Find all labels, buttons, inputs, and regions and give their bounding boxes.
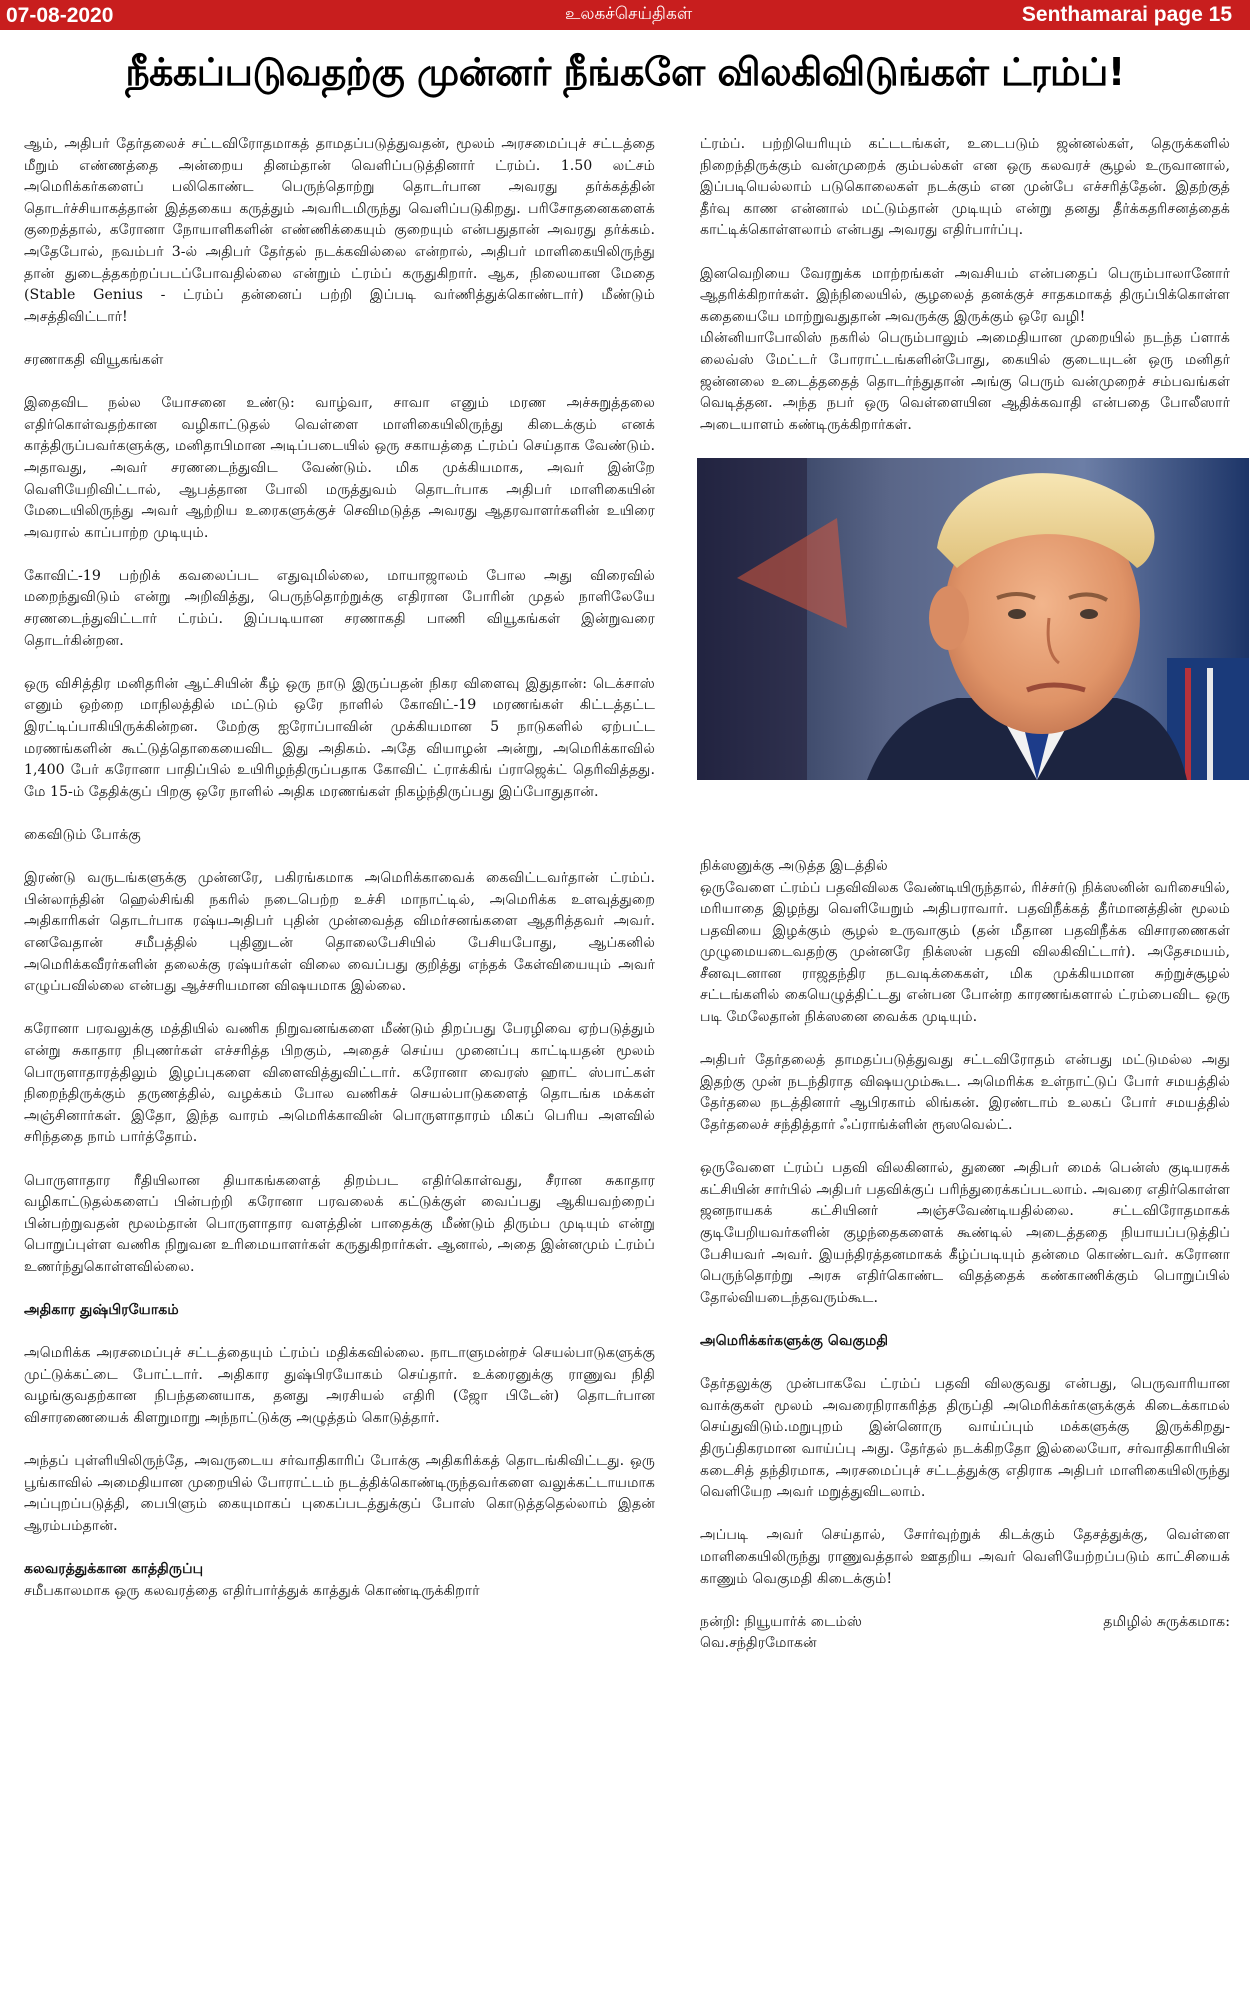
left-paragraph-7: பொருளாதார ரீதியிலான தியாகங்களைத் திறம்பட எதிர்கொள்வது, சீரான சுகாதார வழிகாட்டுதல்களைப் பின்பற்றி கரோனா பரவலைக் கட்டுக்குள் வைப்பது ஆகியவற்றைப் பின்பற்றுவதன் மூலம்தான் பொருளாதார வளத்தின் பாதைக்கு மீண்டும் திரும்ப முடியும் என்று பொறுப்புள்ள வணிக நிறுவன உரிமையாளர்கள் கருதுகிறார்கள். ஆனால், அதை இன்னமும் ட்ரம்ப் உணர்ந்துகொள்ளவில்லை. [24, 1172, 655, 1275]
right-column [700, 134, 1230, 1655]
right-paragraph-2a: இனவெறியை வேரறுக்க மாற்றங்கள் அவசியம் என்பதைப் பெரும்பாலானோர் ஆதரிக்கிறார்கள். இந்நிலையில், சூழலைத் தனக்குச் சாதகமாகத் திருப்பிக்கொள்ள கதையையே மாற்றுவதுதான் அவருக்கு இருக்கும் ஒரே வழி! [700, 265, 1230, 325]
article-headline: நீக்கப்படுவதற்கு முன்னர் நீங்களே விலகிவிடுங்கள் ட்ரம்ப்! [125, 50, 1125, 94]
left-paragraph-9: அந்தப் புள்ளியிலிருந்தே, அவருடைய சர்வாதிகாரிப் போக்கு அதிகரிக்கத் தொடங்கிவிட்டது. ஒரு பூங்காவில் அமைதியான முறையில் போராட்டம் நடத்திக்கொண்டிருந்தவர்களை வலுக்கட்டாயமாக அப்புறப்படுத்தி, பைபிளும் கையுமாகப் புகைப்படத்துக்குப் போஸ் கொடுத்ததெல்லாம் இதன் ஆரம்பம்தான். [24, 1453, 655, 1534]
subhead-surrender-strategies: சரணாகதி வியூகங்கள் [24, 351, 164, 368]
credit-translation-label: தமிழில் சுருக்கமாக: [1103, 1613, 1230, 1630]
right-paragraph-7: அப்படி அவர் செய்தால், சோர்வுற்றுக் கிடக்கும் தேசத்துக்கு, வெள்ளை மாளிகையிலிருந்து ராணுவத்தால் ஊதறிய அவர் வெளியேற்றப்படும் காட்சியைக் காணும் வெகுமதி கிடைக்கும்! [700, 1527, 1230, 1587]
subhead-reward-for-americans: அமெரிக்கர்களுக்கு வெகுமதி [700, 1332, 889, 1349]
right-paragraph-3: ஒருவேளை ட்ரம்ப் பதவிவிலக வேண்டியிருந்தால், ரிச்சர்டு நிக்ஸனின் வரிசையில், மரியாதை இழந்து வெளியேறும் அதிபராவார். பதவிநீக்கத் தீர்மானத்தின் மூலம் பதவியை இழக்கும் சூழல் உருவாகும் (தன் மீதான பதவிநீக்க விசாரணைகள் முழுமையடைவதற்கு முன்னரே நிக்ஸன் பதவி விலகிவிட்டார்). அதேசமயம், சீனவுடனான ராஜதந்திர நடவடிக்கைகள், மிக முக்கியமான சுற்றுச்சூழல் சட்டங்களில் கையெழுத்திட்டது என்பன போன்ற காரணங்களால் ட்ரம்பைவிட ஒரு படி மேலேதான் நிக்ஸனை வைக்க முடியும். [700, 879, 1230, 1026]
right-paragraph-5: ஒருவேளை ட்ரம்ப் பதவி விலகினால், துணை அதிபர் மைக் பென்ஸ் குடியரசுக் கட்சியின் சார்பில் அதிபர் பதவிக்குப் பரிந்துரைக்கப்படலாம். அவரை எதிர்கொள்ள ஜனநாயகக் கட்சியினர் அஞ்சவேண்டியதில்லை. சட்டவிரோதமாகக் குடியேறியவர்களின் குழந்தைகளைக் கூண்டில் அடைத்ததை நியாயப்படுத்திப் பேசியவர் அவர். இயந்திரத்தனமாகக் கீழ்ப்படியும் தன்மை கொண்டவர். கரோனா பெருந்தொற்று அரசு எதிர்கொண்ட விதத்தைக் கண்காணிக்கும் பொறுப்பில் தோல்வியடைந்தவரும்கூட. [700, 1160, 1230, 1306]
right-paragraph-4: அதிபர் தேர்தலைத் தாமதப்படுத்துவது சட்டவிரோதம் என்பது மட்டுமல்ல அது இதற்கு முன் நடந்திராத விஷயமும்கூட. அமெரிக்க உள்நாட்டுப் போர் சமயத்தில் தேர்தலை நடத்தினார் ஆபிரகாம் லிங்கன். இரண்டாம் உலகப் போர் சமயத்தில் தேர்தலைச் சந்தித்தார் ஃப்ராங்க்ளின் ரூஸவெல்ட். [700, 1052, 1230, 1134]
right-paragraph-1: ட்ரம்ப். பற்றியெரியும் கட்டடங்கள், உடைபடும் ஜன்னல்கள், தெருக்களில் நிறைந்திருக்கும் வன்முறைக் கும்பல்கள் என ஒரு கலவரச் சூழல் உருவானால், இப்படியெல்லாம் படுகொலைகள் நடக்கும் என முன்பே எச்சரித்தேன். இதற்குத் தீர்வு காண என்னால் மட்டும்தான் முடியும் என்று தனது தீர்க்கதரிசனத்தைக் காட்டிக்கொள்ளலாம் என்பது அவரது எதிர்பார்ப்பு. [700, 136, 1230, 239]
subhead-abuse-of-power: அதிகார துஷ்பிரயோகம் [24, 1302, 179, 1319]
right-paragraph-2b: மின்னியாபோலிஸ் நகரில் பெரும்பாலும் அமைதியான முறையில் நடந்த ப்ளாக் லைவ்ஸ் மேட்டர் போராட்டங்களின்போது, கையில் குடையுடன் ஒரு மனிதர் ஜன்னலை உடைத்ததைத் தொடர்ந்துதான் அங்கு பெரும் வன்முறைச் சம்பவங்கள் வெடித்தன. அந்த நபர் ஒரு வெள்ளையின ஆதிக்கவாதி என்பதை போலீஸார் அடையாளம் கண்டிருக்கிறார்கள். [700, 330, 1230, 433]
subhead-next-to-nixon: நிக்ஸனுக்கு அடுத்த இடத்தில் [700, 857, 888, 874]
left-paragraph-3: கோவிட்-19 பற்றிக் கவலைப்பட எதுவுமில்லை, மாயாஜாலம் போல அது விரைவில் மறைந்துவிடும் என்று அறிவித்து, பெருந்தொற்றுக்கு எதிரான போரின் முதல் நாளிலேயே சரணடைந்துவிட்டார் ட்ரம்ப். இப்படியான சரணாகதி பாணி வியூகங்கள் இன்றுவரை தொடர்கின்றன. [24, 567, 655, 649]
left-paragraph-4: ஒரு விசித்திர மனிதரின் ஆட்சியின் கீழ் ஒரு நாடு இருப்பதன் நிகர விளைவு இதுதான்: டெக்சாஸ் எனும் ஒற்றை மாநிலத்தில் மட்டும் ஒரே நாளில் கோவிட்-19 மரணங்கள் கிட்டத்தட்ட இரட்டிப்பாகியிருக்கின்றன. மேற்கு ஐரோப்பாவின் முக்கியமான 5 நாடுகளில் ஏற்பட்ட மரணங்களின் கூட்டுத்தொகையைவிட இது அதிகம். அதே வியாழன் அன்று, அமெரிக்காவில் 1,400 பேர் கரோனா பாதிப்பில் உயிரிழந்திருப்பதாக கோவிட் ட்ராக்கிங் ப்ராஜெக்ட் தெரிவித்தது. மே 15-ம் தேதிக்குப் பிறகு ஒரே நாளில் அதிக மரணங்கள் நிகழ்ந்திருப்பது இப்போதுதான். [24, 675, 655, 800]
top-header-bar [0, 0, 1250, 30]
right-paragraph-6: தேர்தலுக்கு முன்பாகவே ட்ரம்ப் பதவி விலகுவது என்பது, பெருவாரியான வாக்குகள் மூலம் அவரைநிராகரித்த திருப்தி அமெரிக்கர்களுக்குக் கிடைக்காமல் செய்துவிடும்.மறுபுறம் இன்னொரு வாய்ப்பும் மக்களுக்கு இருக்கிறது- திருப்திகரமான வாய்ப்பு அது. தேர்தல் நடக்கிறதோ இல்லையோ, சர்வாதிகாரியின் கடைசித் தந்திரமாக, அரசமைப்புச் சட்டத்துக்கு எதிராக அதிபர் மாளிகையிலிருந்து வெளியேற அவர் மறுத்துவிடலாம். [700, 1376, 1230, 1501]
left-paragraph-1: ஆம், அதிபர் தேர்தலைச் சட்டவிரோதமாகத் தாமதப்படுத்துவதன், மூலம் அரசமைப்புச் சட்டத்தை மீறும் எண்ணத்தை அன்றைய தினம்தான் வெளிப்படுத்தினார் ட்ரம்ப். 1.50 லட்சம் அமெரிக்கர்களைப் பலிகொண்ட பெருந்தொற்று தொடர்பான அவரது தர்க்கத்தின் தொடர்ச்சியாகத்தான் இத்தகைய கருத்தும் அவரிடமிருந்து வெளிப்படுகிறது. பரிசோதனைகளைக் குறைத்தால், கரோனா நோயாளிகளின் எண்ணிக்கையும் குறையும் என்பதுதான் அவரது தர்க்கம். அதேபோல், நவம்பர் 3-ல் அதிபர் தேர்தல் நடக்கவில்லை என்றால், அதிபர் மாளிகையிலிருந்து தான் துடைத்தகற்றப்படப்போவதில்லை என்றும் ட்ரம்ப் கருதுகிறார். ஆக, நிலையான மேதை (Stable Genius - ட்ரம்ப் தன்னைப் பற்றி இப்படி வர்ணித்துக்கொண்டார்) மீண்டும் அசத்திவிட்டார்! [24, 136, 655, 325]
credit-source: நன்றி: நியூயார்க் டைம்ஸ் [700, 1613, 863, 1630]
page-label: Senthamarai page 15 [1021, 3, 1232, 26]
section-title: உலகச்செய்திகள் [565, 4, 693, 24]
subhead-abandonment: கைவிடும் போக்கு [24, 827, 141, 843]
left-paragraph-8: அமெரிக்க அரசமைப்புச் சட்டத்தையும் ட்ரம்ப் மதிக்கவில்லை. நாடாளுமன்றச் செயல்பாடுகளுக்கு முட்டுக்கட்டை போட்டார். அதிகார துஷ்பிரயோகம் செய்தார். உக்ரைனுக்கு ராணுவ நிதி வழங்குவதற்கான நிபந்தனையாக, தனது அரசியல் எதிரி (ஜோ பிடேன்) தொடர்பான விசாரணையைக் கிளறுமாறு அந்நாட்டுக்கு அழுத்தம் கொடுத்தார். [24, 1345, 655, 1427]
left-paragraph-2: இதைவிட நல்ல யோசனை உண்டு: வாழ்வா, சாவா எனும் மரண அச்சுறுத்தலை எதிர்கொள்வதற்கான வழிகாட்டுதல் வெள்ளை மாளிகையிலிருந்து கிடைக்கும் எனக் காத்திருப்பவர்களுக்கு, மனிதாபிமான அடிப்படையில் ஒரு சகாயத்தை ட்ரம்ப் செய்தாக வேண்டும். அதாவது, அவர் சரணடைந்துவிட வேண்டும். மிக முக்கியமாக, அவர் இன்றே வெளியேறிவிட்டால், ஆபத்தான போலி மருத்துவம் தொடர்பாக அதிபர் மாளிகையின் மேடையிலிருந்து அவர் ஆற்றிய உரைகளுக்குச் செவிமடுத்த அவரது ஆதரவாளர்களின் உயிரை அவரால் காப்பாற்ற முடியும். [24, 395, 655, 541]
subhead-waiting-for-riot: கலவரத்துக்கான காத்திருப்பு [24, 1561, 204, 1578]
left-paragraph-5: இரண்டு வருடங்களுக்கு முன்னரே, பகிரங்கமாக அமெரிக்காவைக் கைவிட்டவர்தான் ட்ரம்ப். பின்லாந்தின் ஹெல்சிங்கி நகரில் நடைபெற்ற உச்சி மாநாட்டில், அமெரிக்க உளவுத்துறை அதிகாரிகள் தொடர்பாக ரஷ்யஅதிபர் புதின் முன்வைத்த விமர்சனங்களை ஆதரித்தவர் அவர். எனவேதான் சமீபத்தில் புதினுடன் தொலைபேசியில் பேசியபோது, ஆப்கனில் அமெரிக்கவீரர்களின் தலைக்கு ரஷ்யர்கள் விலை வைப்பது குறித்து எந்தக் கேள்வியையும் அவர் எழுப்பவில்லை என்பது ஆச்சரியமான விஷயமாக இல்லை. [24, 870, 655, 995]
trump-portrait-photo [697, 458, 1249, 780]
left-paragraph-10: சமீபகாலமாக ஒரு கலவரத்தை எதிர்பார்த்துக் காத்துக் கொண்டிருக்கிறார் [24, 1582, 480, 1599]
article-credit [700, 1612, 1230, 1634]
left-column [24, 134, 655, 1602]
credit-translator-name: வெ.சந்திரமோகன் [700, 1635, 817, 1652]
left-paragraph-6: கரோனா பரவலுக்கு மத்தியில் வணிக நிறுவனங்களை மீண்டும் திறப்பது பேரழிவை ஏற்படுத்தும் என்று சுகாதார நிபுணர்கள் எச்சரித்த பிறகும், அதைச் செய்ய முனைப்பு காட்டியதன் மூலம் பொருளாதாரத்திலும் இழப்புகளை விளைவித்துவிட்டார். கரோனா வைரஸ் ஹாட் ஸ்பாட்கள் நிறைந்திருக்கும் தருணத்தில், வழக்கம் போல வணிகச் செயல்பாடுகளைத் தொடங்க மக்கள் அஞ்சினார்கள். இதோ, இந்த வாரம் அமெரிக்காவின் பொருளாதாரம் மிகப் பெரிய அளவில் சரிந்ததை நாம் பார்த்தோம். [24, 1021, 655, 1146]
issue-date: 07-08-2020 [6, 4, 114, 27]
